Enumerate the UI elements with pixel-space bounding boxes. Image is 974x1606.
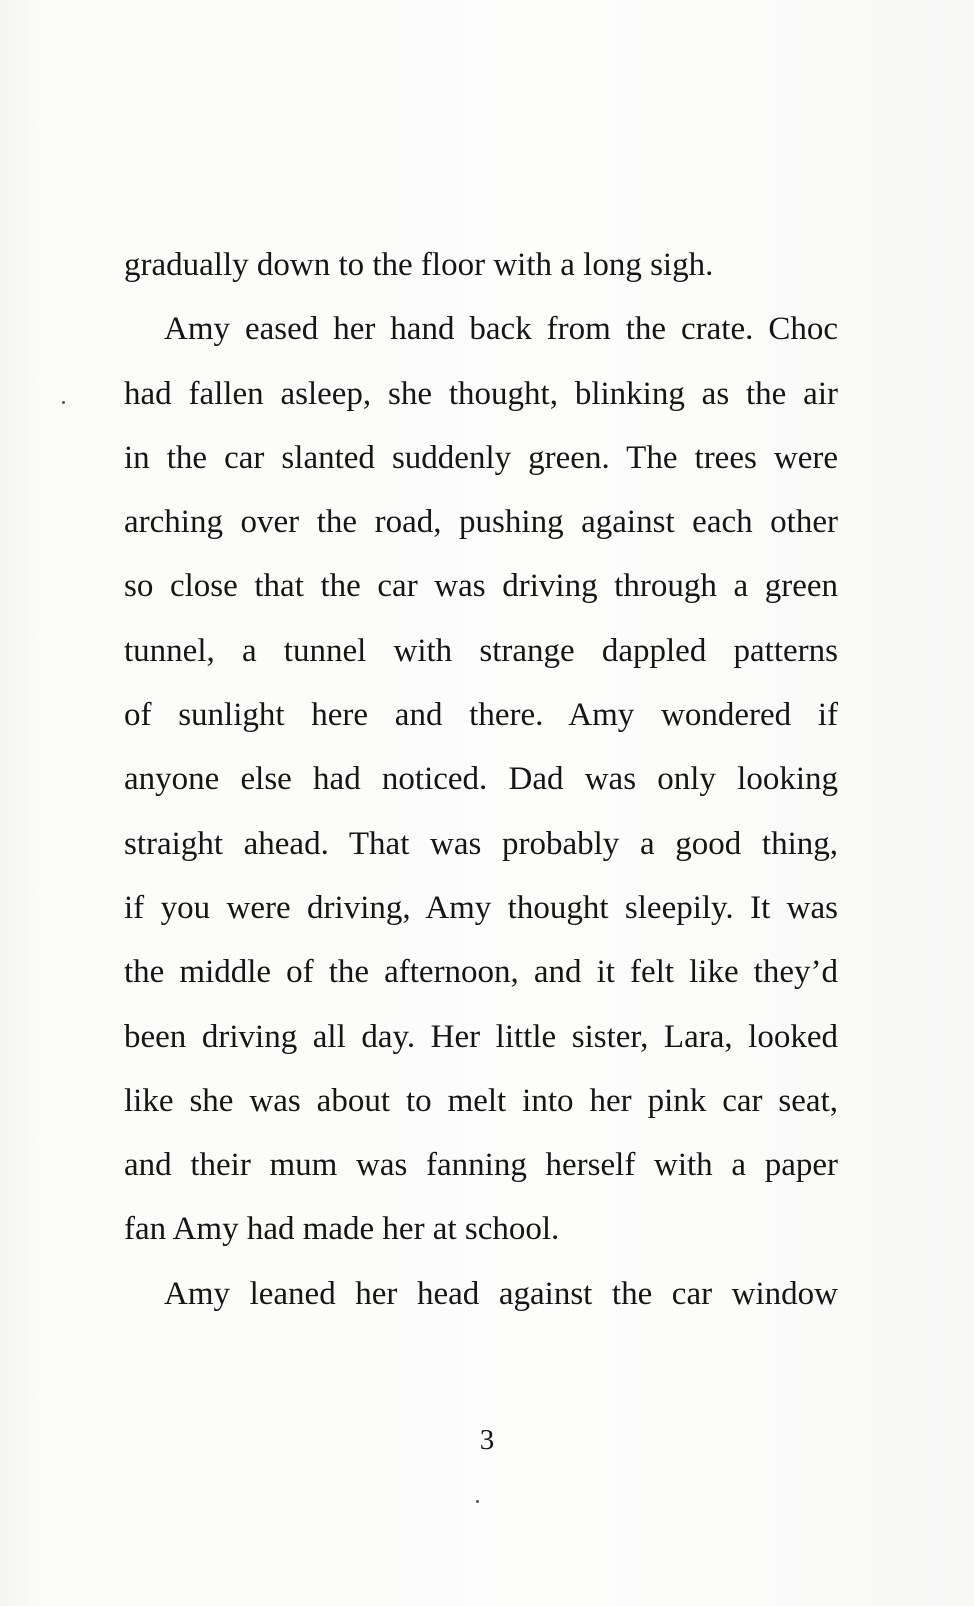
text-line: if you were driving, Amy thought sleepily. It was (124, 889, 838, 926)
text-line: tunnel, a tunnel with strange dappled patterns (124, 632, 838, 669)
text-line: Amy leaned her head against the car window (164, 1275, 838, 1312)
page-number: 3 (479, 1424, 495, 1456)
text-line: and their mum was fanning herself with a paper (124, 1147, 838, 1184)
text-line: like she was about to melt into her pink car seat, (124, 1082, 838, 1119)
text-line: anyone else had noticed. Dad was only looking (124, 761, 838, 798)
text-line: straight ahead. That was probably a good thing, (124, 825, 838, 862)
paper-speck (476, 1500, 479, 1503)
text-line: the middle of the afternoon, and it felt like they’d (124, 954, 838, 991)
text-line: been driving all day. Her little sister, Lara, looked (124, 1018, 838, 1055)
paper-speck (62, 401, 65, 404)
body-text (124, 233, 838, 1326)
text-line: had fallen asleep, she thought, blinking as the air (124, 375, 838, 412)
text-line: in the car slanted suddenly green. The trees were (124, 439, 838, 476)
text-line: so close that the car was driving through a green (124, 568, 838, 605)
text-line: Amy eased her hand back from the crate. Choc (164, 311, 838, 348)
text-line: gradually down to the floor with a long sigh. (124, 247, 714, 283)
text-line: arching over the road, pushing against each other (124, 504, 838, 541)
text-line: fan Amy had made her at school. (124, 1211, 560, 1248)
text-line: of sunlight here and there. Amy wondered if (124, 697, 838, 734)
